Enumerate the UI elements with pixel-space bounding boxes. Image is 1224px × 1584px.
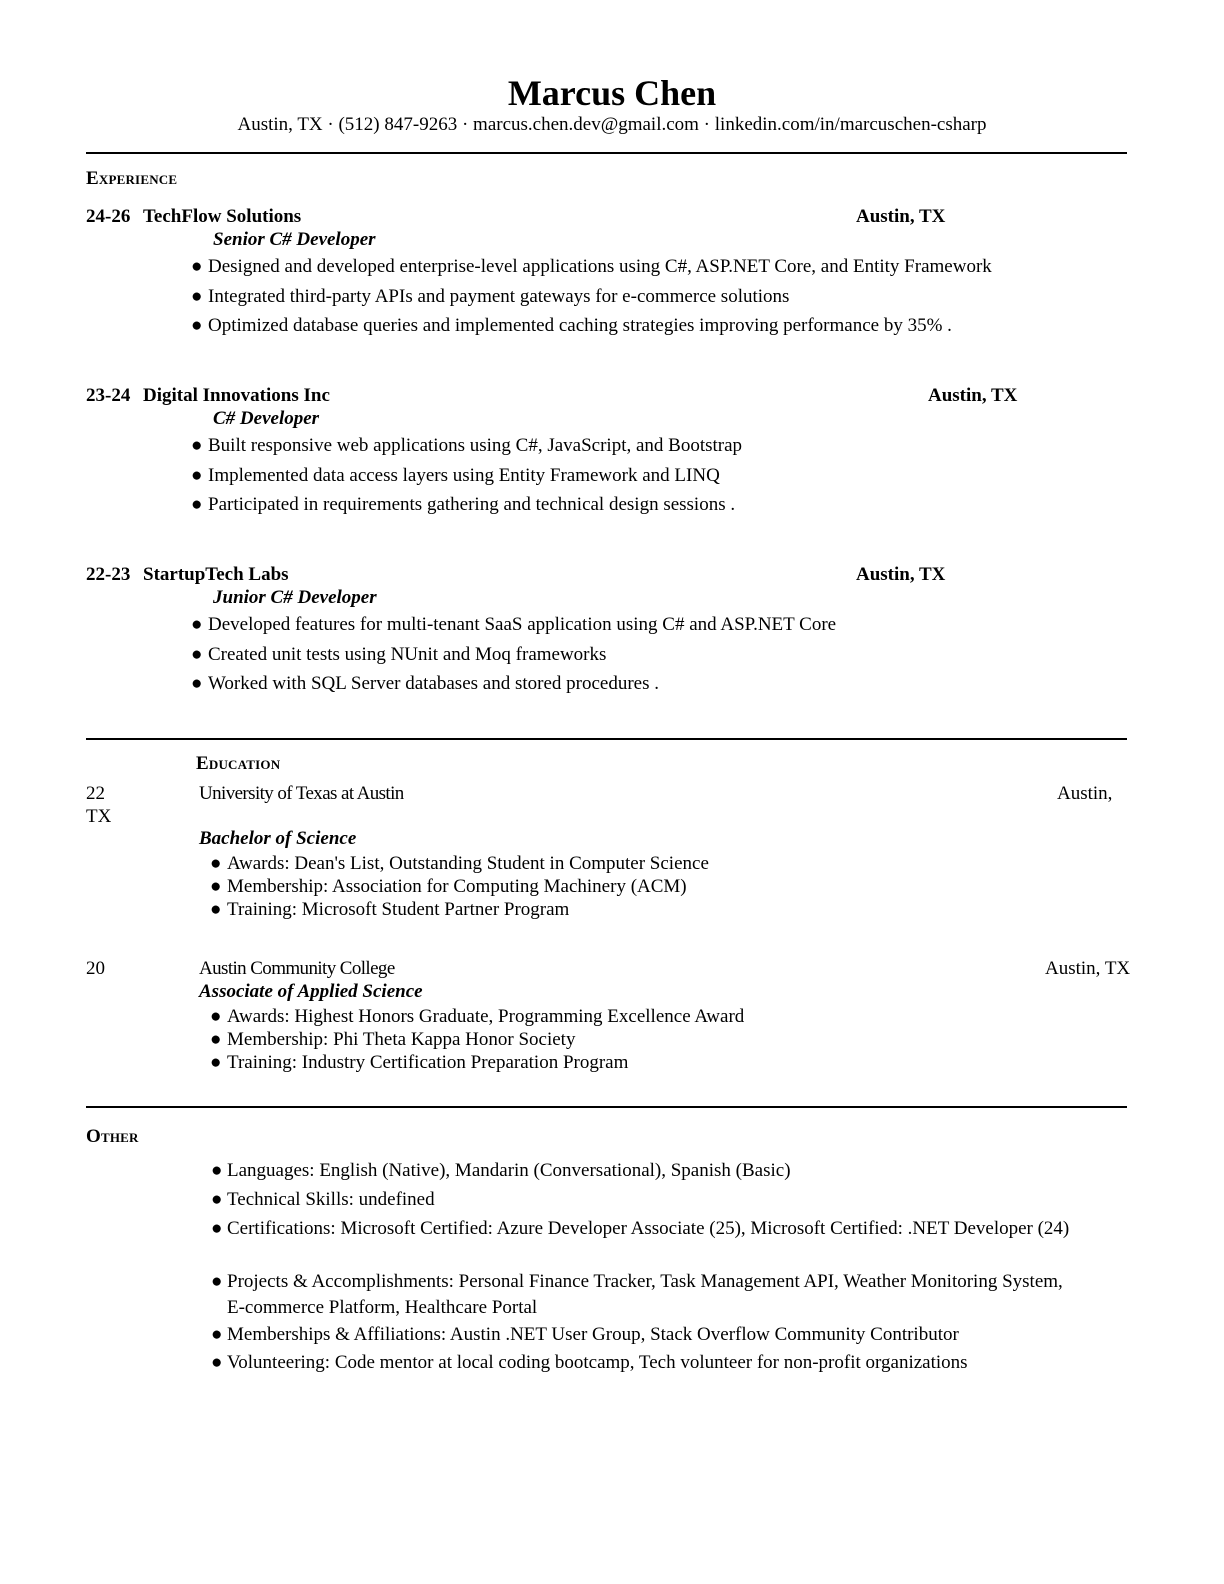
education-year-suffix: TX bbox=[86, 806, 112, 827]
job-company: Digital Innovations Inc bbox=[143, 385, 330, 406]
education-bullet: ● Awards: Dean's List, Outstanding Student in Computer Science bbox=[210, 853, 709, 874]
bullet-icon: ● bbox=[210, 1006, 222, 1027]
education-year: 22 bbox=[86, 783, 105, 804]
education-school: University of Texas at Austin bbox=[199, 783, 404, 804]
other-item: ● Memberships & Affiliations: Austin .NET User Group, Stack Overflow Community Contributor bbox=[211, 1322, 1081, 1348]
bullet-icon: ● bbox=[191, 435, 203, 456]
job-company: StartupTech Labs bbox=[143, 564, 289, 585]
bullet-icon: ● bbox=[210, 1029, 222, 1050]
job-dates: 24-26 bbox=[86, 206, 131, 227]
bullet-icon: ● bbox=[210, 853, 222, 874]
job-role: Junior C# Developer bbox=[213, 587, 377, 608]
education-location: Austin, TX bbox=[1045, 958, 1131, 979]
other-item: ● Projects & Accomplishments: Personal Finance Tracker, Task Management API, Weather Monitoring System, E-commerce Platform, Healthcare Portal bbox=[211, 1271, 1063, 1318]
experience-heading: Experience bbox=[86, 168, 178, 189]
education-year: 20 bbox=[86, 958, 105, 979]
bullet-icon: ● bbox=[191, 256, 203, 277]
education-bullet: ● Awards: Highest Honors Graduate, Programming Excellence Award bbox=[210, 1006, 745, 1027]
job-bullet: ● Participated in requirements gathering and technical design sessions . bbox=[191, 494, 736, 515]
education-school: Austin Community College bbox=[199, 958, 395, 979]
job-location: Austin, TX bbox=[856, 564, 946, 585]
other-item: ● Technical Skills: undefined bbox=[211, 1187, 1081, 1213]
bullet-icon: ● bbox=[210, 899, 222, 920]
contact-line: Austin, TX · (512) 847-9263 · marcus.chen.dev@gmail.com · linkedin.com/in/marcuschen-csharp bbox=[237, 114, 987, 135]
bullet-icon: ● bbox=[211, 1352, 223, 1373]
bullet-icon: ● bbox=[210, 1052, 222, 1073]
bullet-icon: ● bbox=[191, 644, 203, 665]
education-bullet: ● Membership: Association for Computing Machinery (ACM) bbox=[210, 876, 687, 897]
bullet-icon: ● bbox=[191, 494, 203, 515]
bullet-icon: ● bbox=[191, 465, 203, 486]
education-degree: Associate of Applied Science bbox=[199, 981, 423, 1002]
bullet-icon: ● bbox=[211, 1271, 223, 1292]
bullet-icon: ● bbox=[191, 673, 203, 694]
bullet-icon: ● bbox=[211, 1218, 223, 1239]
experience-divider bbox=[86, 738, 1127, 740]
other-item: ● Certifications: Microsoft Certified: Azure Developer Associate (25), Microsoft Certified: .NET Developer (24) bbox=[211, 1216, 1081, 1242]
other-heading: Other bbox=[86, 1126, 139, 1147]
job-bullet: ● Integrated third-party APIs and payment gateways for e-commerce solutions bbox=[191, 286, 790, 307]
education-bullet: ● Membership: Phi Theta Kappa Honor Society bbox=[210, 1029, 576, 1050]
education-divider bbox=[86, 1106, 1127, 1108]
bullet-icon: ● bbox=[210, 876, 222, 897]
education-degree: Bachelor of Science bbox=[199, 828, 357, 849]
bullet-icon: ● bbox=[211, 1324, 223, 1345]
resume-name: Marcus Chen bbox=[507, 73, 717, 113]
job-dates: 23-24 bbox=[86, 385, 131, 406]
job-bullet: ● Implemented data access layers using Entity Framework and LINQ bbox=[191, 465, 720, 486]
bullet-icon: ● bbox=[191, 315, 203, 336]
job-location: Austin, TX bbox=[856, 206, 946, 227]
job-role: C# Developer bbox=[213, 408, 320, 429]
job-bullet: ● Built responsive web applications using C#, JavaScript, and Bootstrap bbox=[191, 435, 743, 456]
job-bullet: ● Designed and developed enterprise-level applications using C#, ASP.NET Core, and Entity Framework bbox=[191, 256, 992, 277]
bullet-icon: ● bbox=[211, 1189, 223, 1210]
education-location: Austin, bbox=[1057, 783, 1113, 804]
bullet-icon: ● bbox=[191, 614, 203, 635]
other-item: ● Volunteering: Code mentor at local coding bootcamp, Tech volunteer for non-profit organizations bbox=[211, 1350, 1081, 1376]
education-heading: Education bbox=[196, 753, 281, 774]
header-divider bbox=[86, 152, 1127, 154]
education-bullet: ● Training: Microsoft Student Partner Program bbox=[210, 899, 570, 920]
job-dates: 22-23 bbox=[86, 564, 131, 585]
job-role: Senior C# Developer bbox=[213, 229, 376, 250]
job-bullet: ● Created unit tests using NUnit and Moq frameworks bbox=[191, 644, 607, 665]
other-item: ● Languages: English (Native), Mandarin (Conversational), Spanish (Basic) bbox=[211, 1158, 1081, 1184]
job-company: TechFlow Solutions bbox=[143, 206, 302, 227]
education-bullet: ● Training: Industry Certification Preparation Program bbox=[210, 1052, 629, 1073]
job-bullet: ● Optimized database queries and implemented caching strategies improving performance by 35% . bbox=[191, 315, 952, 336]
bullet-icon: ● bbox=[211, 1160, 223, 1181]
job-bullet: ● Worked with SQL Server databases and stored procedures . bbox=[191, 673, 659, 694]
job-location: Austin, TX bbox=[928, 385, 1018, 406]
job-bullet: ● Developed features for multi-tenant SaaS application using C# and ASP.NET Core bbox=[191, 614, 837, 635]
bullet-icon: ● bbox=[191, 286, 203, 307]
